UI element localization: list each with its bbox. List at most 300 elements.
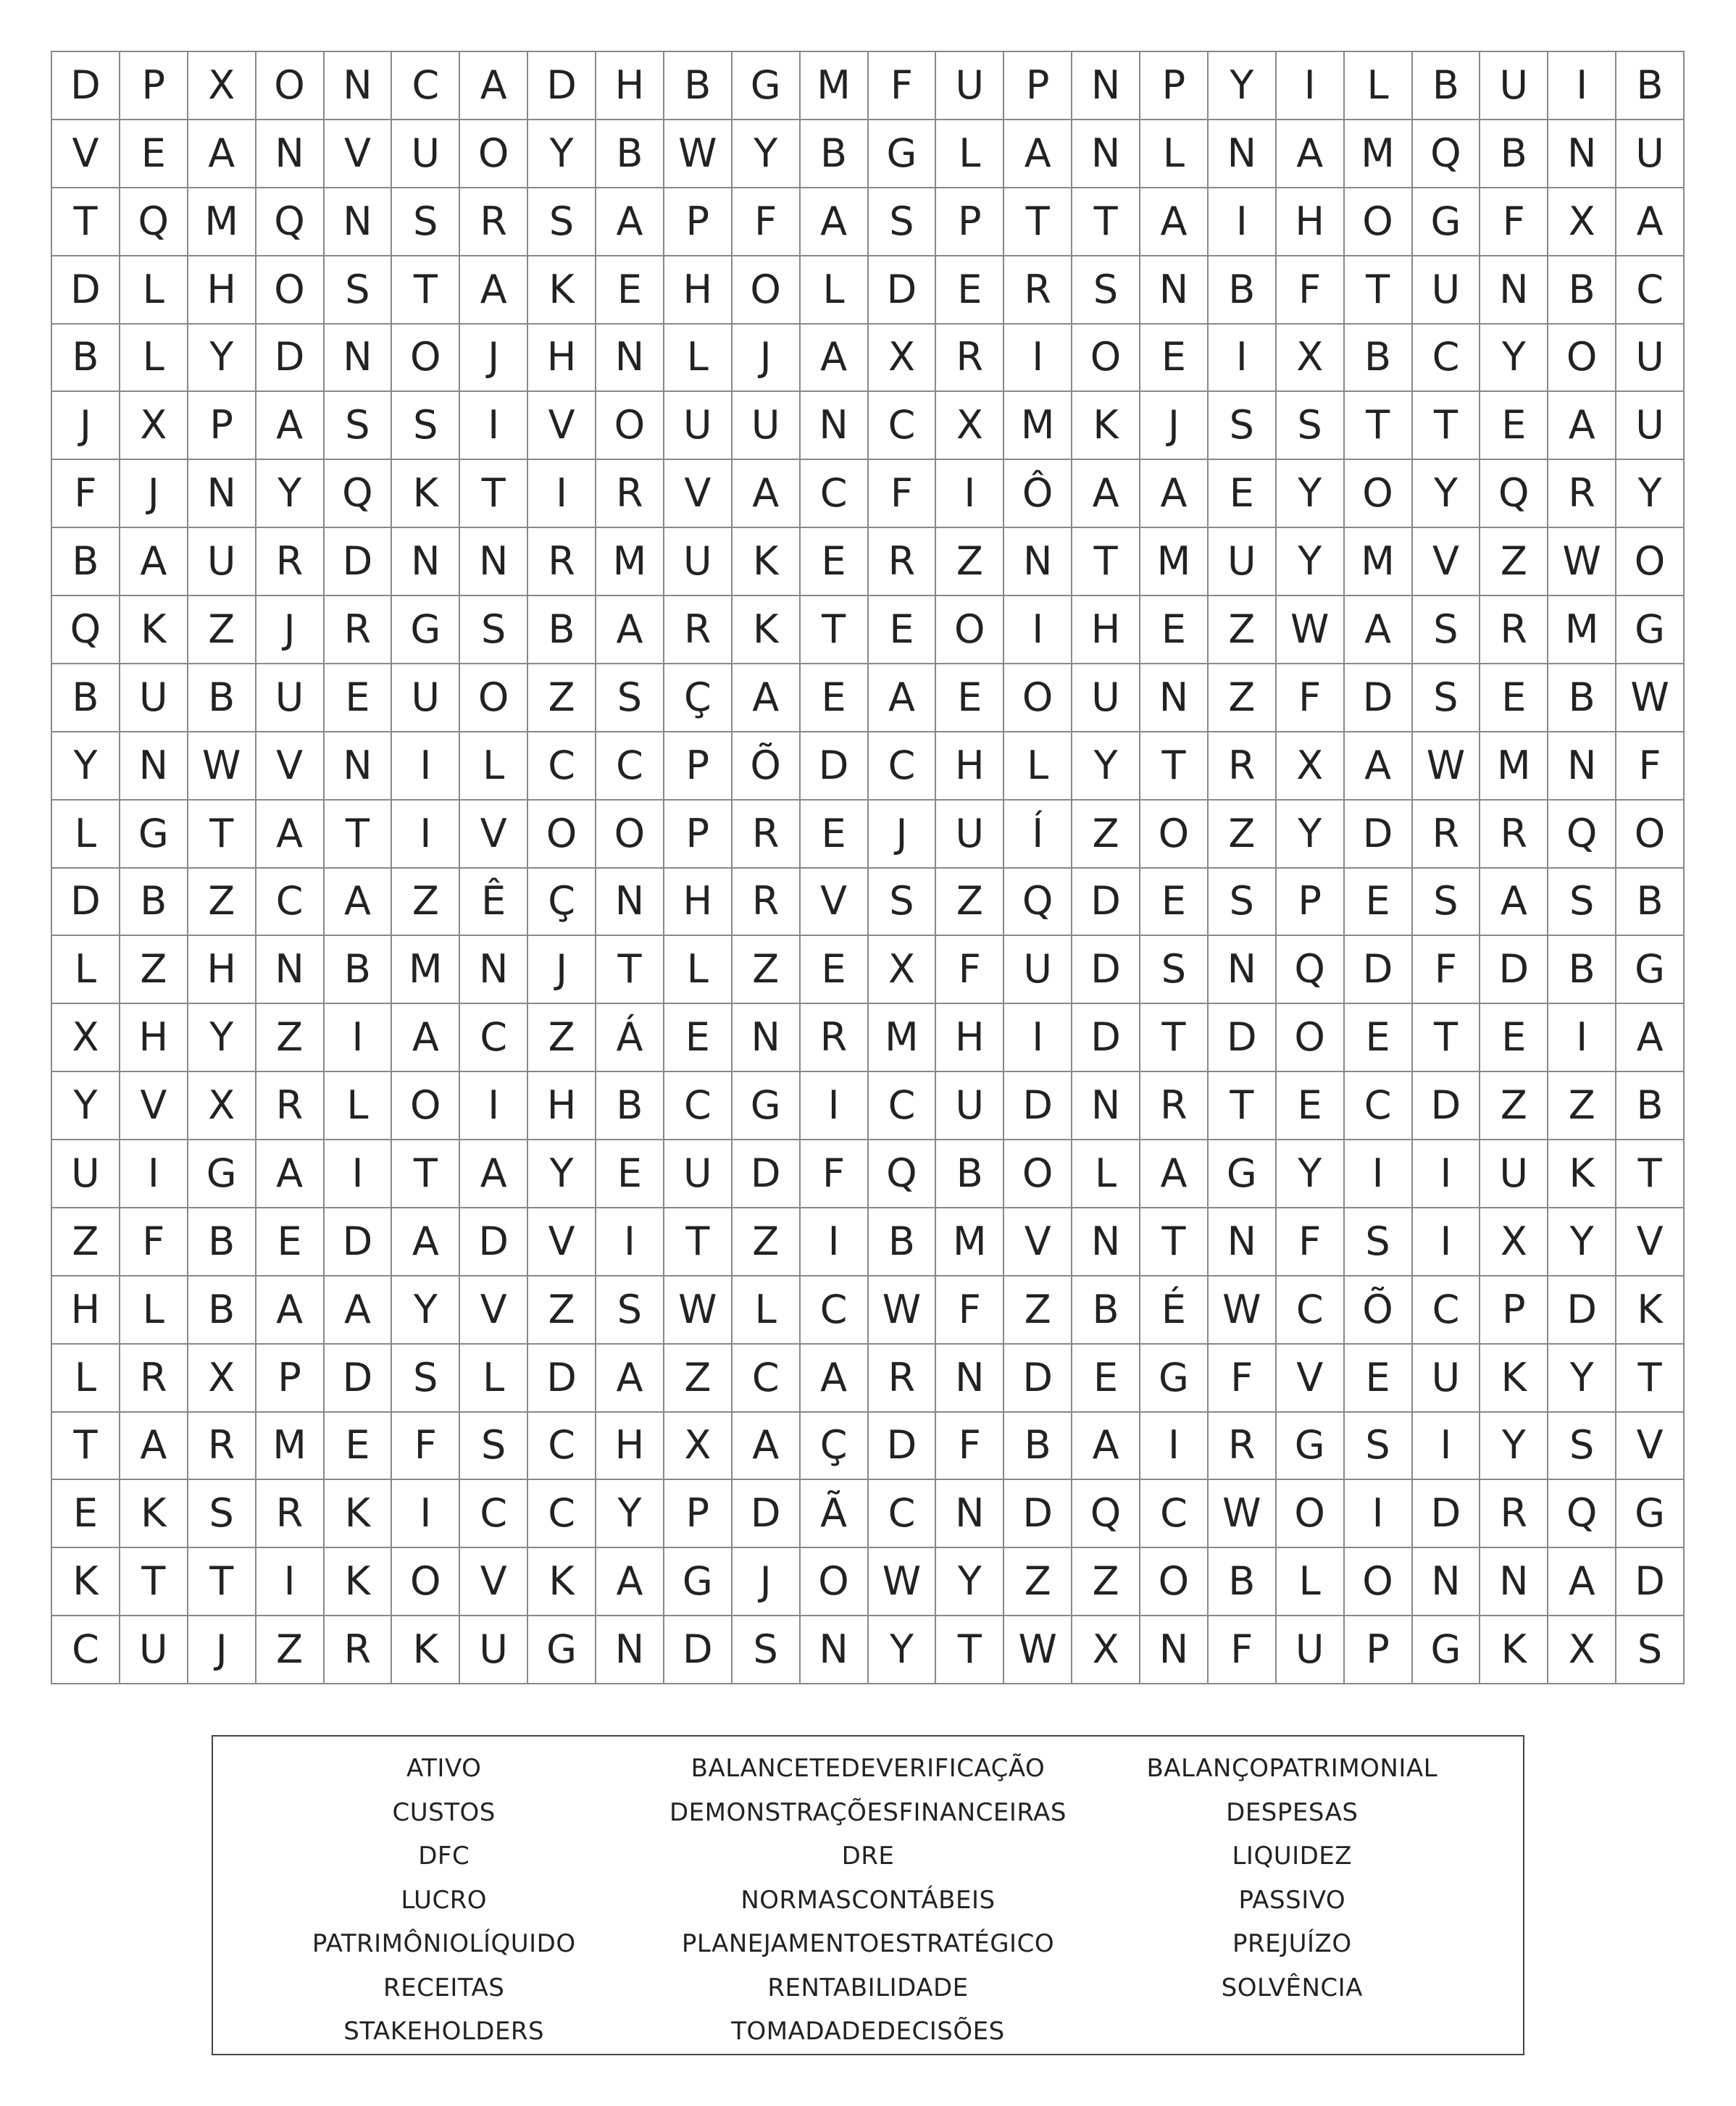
grid-cell[interactable]: V [1413, 528, 1481, 596]
grid-cell[interactable]: U [52, 1140, 120, 1208]
grid-cell[interactable]: Õ [733, 732, 801, 801]
grid-cell[interactable]: B [1209, 256, 1277, 325]
grid-cell[interactable]: O [733, 256, 801, 325]
grid-cell[interactable]: B [188, 1276, 256, 1345]
grid-cell[interactable]: K [528, 256, 596, 325]
grid-cell[interactable]: K [392, 1616, 460, 1684]
grid-cell[interactable]: E [1072, 1345, 1140, 1413]
grid-cell[interactable]: T [1616, 1140, 1685, 1208]
grid-cell[interactable]: O [392, 1072, 460, 1140]
grid-cell[interactable]: C [1413, 1276, 1481, 1345]
grid-cell[interactable]: Z [120, 936, 188, 1004]
grid-cell[interactable]: N [596, 1616, 664, 1684]
grid-cell[interactable]: M [1004, 392, 1072, 460]
grid-cell[interactable]: N [1548, 732, 1616, 801]
grid-cell[interactable]: D [528, 52, 596, 120]
grid-cell[interactable]: H [664, 869, 733, 937]
grid-cell[interactable]: S [460, 1413, 528, 1481]
grid-cell[interactable]: O [1140, 1548, 1209, 1616]
grid-cell[interactable]: T [1072, 528, 1140, 596]
grid-cell[interactable]: A [1345, 732, 1413, 801]
grid-cell[interactable]: B [52, 528, 120, 596]
grid-cell[interactable]: L [120, 1276, 188, 1345]
grid-cell[interactable]: L [52, 801, 120, 869]
grid-cell[interactable]: I [1140, 1413, 1209, 1481]
grid-cell[interactable]: L [325, 1072, 393, 1140]
grid-cell[interactable]: W [869, 1276, 937, 1345]
grid-cell[interactable]: N [1480, 256, 1548, 325]
grid-cell[interactable]: S [869, 869, 937, 937]
grid-cell[interactable]: L [1140, 120, 1209, 188]
grid-cell[interactable]: V [528, 1208, 596, 1276]
grid-cell[interactable]: A [392, 1004, 460, 1072]
grid-cell[interactable]: J [52, 392, 120, 460]
grid-cell[interactable]: O [1548, 325, 1616, 393]
grid-cell[interactable]: P [188, 392, 256, 460]
grid-cell[interactable]: Y [1277, 801, 1345, 869]
grid-cell[interactable]: N [1140, 256, 1209, 325]
grid-cell[interactable]: O [1345, 1548, 1413, 1616]
grid-cell[interactable]: U [256, 664, 325, 732]
grid-cell[interactable]: L [52, 1345, 120, 1413]
grid-cell[interactable]: I [1345, 1140, 1413, 1208]
grid-cell[interactable]: S [1277, 392, 1345, 460]
grid-cell[interactable]: U [664, 1140, 733, 1208]
grid-cell[interactable]: T [1140, 1004, 1209, 1072]
grid-cell[interactable]: C [528, 1480, 596, 1548]
grid-cell[interactable]: Á [596, 1004, 664, 1072]
grid-cell[interactable]: B [52, 664, 120, 732]
grid-cell[interactable]: U [188, 528, 256, 596]
grid-cell[interactable]: Z [664, 1345, 733, 1413]
grid-cell[interactable]: K [1548, 1140, 1616, 1208]
grid-cell[interactable]: I [1209, 325, 1277, 393]
grid-cell[interactable]: Q [1480, 460, 1548, 528]
grid-cell[interactable]: E [801, 528, 869, 596]
grid-cell[interactable]: N [1072, 1072, 1140, 1140]
grid-cell[interactable]: V [460, 1276, 528, 1345]
grid-cell[interactable]: R [120, 1345, 188, 1413]
grid-cell[interactable]: Y [1616, 460, 1685, 528]
grid-cell[interactable]: A [1616, 1004, 1685, 1072]
grid-cell[interactable]: Z [188, 596, 256, 664]
grid-cell[interactable]: G [1413, 1616, 1481, 1684]
grid-cell[interactable]: P [1345, 1616, 1413, 1684]
grid-cell[interactable]: L [664, 936, 733, 1004]
grid-cell[interactable]: V [120, 1072, 188, 1140]
grid-cell[interactable]: X [1548, 188, 1616, 256]
grid-cell[interactable]: A [256, 1276, 325, 1345]
grid-cell[interactable]: A [596, 596, 664, 664]
grid-cell[interactable]: B [869, 1208, 937, 1276]
grid-cell[interactable]: O [460, 120, 528, 188]
grid-cell[interactable]: I [392, 1480, 460, 1548]
grid-cell[interactable]: B [1209, 1548, 1277, 1616]
grid-cell[interactable]: G [1616, 596, 1685, 664]
grid-cell[interactable]: K [528, 1548, 596, 1616]
grid-cell[interactable]: J [120, 460, 188, 528]
grid-cell[interactable]: R [1413, 801, 1481, 869]
grid-cell[interactable]: Õ [1345, 1276, 1413, 1345]
grid-cell[interactable]: I [1004, 325, 1072, 393]
grid-cell[interactable]: G [1616, 1480, 1685, 1548]
grid-cell[interactable]: F [52, 460, 120, 528]
grid-cell[interactable]: U [936, 1072, 1004, 1140]
grid-cell[interactable]: Y [188, 1004, 256, 1072]
grid-cell[interactable]: S [1209, 869, 1277, 937]
grid-cell[interactable]: X [120, 392, 188, 460]
grid-cell[interactable]: O [1345, 188, 1413, 256]
grid-cell[interactable]: C [256, 869, 325, 937]
grid-cell[interactable]: N [1209, 1208, 1277, 1276]
grid-cell[interactable]: X [188, 1345, 256, 1413]
grid-cell[interactable]: Ç [528, 869, 596, 937]
grid-cell[interactable]: F [1209, 1345, 1277, 1413]
grid-cell[interactable]: F [869, 52, 937, 120]
grid-cell[interactable]: N [1209, 936, 1277, 1004]
grid-cell[interactable]: Q [120, 188, 188, 256]
grid-cell[interactable]: W [869, 1548, 937, 1616]
grid-cell[interactable]: A [256, 1140, 325, 1208]
grid-cell[interactable]: G [188, 1140, 256, 1208]
grid-cell[interactable]: I [1413, 1208, 1481, 1276]
grid-cell[interactable]: O [528, 801, 596, 869]
grid-cell[interactable]: S [1548, 869, 1616, 937]
grid-cell[interactable]: F [1277, 256, 1345, 325]
grid-cell[interactable]: O [392, 325, 460, 393]
grid-cell[interactable]: P [256, 1345, 325, 1413]
grid-cell[interactable]: D [325, 1208, 393, 1276]
grid-cell[interactable]: U [936, 801, 1004, 869]
grid-cell[interactable]: Y [869, 1616, 937, 1684]
grid-cell[interactable]: K [1072, 392, 1140, 460]
grid-cell[interactable]: R [256, 1072, 325, 1140]
grid-cell[interactable]: B [596, 120, 664, 188]
grid-cell[interactable]: Y [256, 460, 325, 528]
grid-cell[interactable]: K [325, 1548, 393, 1616]
grid-cell[interactable]: O [256, 256, 325, 325]
grid-cell[interactable]: Ç [664, 664, 733, 732]
grid-cell[interactable]: Z [1480, 1072, 1548, 1140]
grid-cell[interactable]: V [1004, 1208, 1072, 1276]
grid-cell[interactable]: T [596, 936, 664, 1004]
grid-cell[interactable]: A [596, 1345, 664, 1413]
grid-cell[interactable]: E [256, 1208, 325, 1276]
grid-cell[interactable]: U [120, 1616, 188, 1684]
grid-cell[interactable]: Q [869, 1140, 937, 1208]
grid-cell[interactable]: F [392, 1413, 460, 1481]
grid-cell[interactable]: G [120, 801, 188, 869]
grid-cell[interactable]: W [1209, 1480, 1277, 1548]
grid-cell[interactable]: I [1345, 1480, 1413, 1548]
grid-cell[interactable]: H [1072, 596, 1140, 664]
grid-cell[interactable]: L [1345, 52, 1413, 120]
grid-cell[interactable]: K [733, 596, 801, 664]
grid-cell[interactable]: D [52, 256, 120, 325]
grid-cell[interactable]: D [1004, 1072, 1072, 1140]
grid-cell[interactable]: Z [936, 528, 1004, 596]
grid-cell[interactable]: E [1140, 596, 1209, 664]
grid-cell[interactable]: P [1480, 1276, 1548, 1345]
grid-cell[interactable]: R [325, 596, 393, 664]
grid-cell[interactable]: D [460, 1208, 528, 1276]
grid-cell[interactable]: Ô [1004, 460, 1072, 528]
grid-cell[interactable]: M [869, 1004, 937, 1072]
grid-cell[interactable]: E [596, 1140, 664, 1208]
grid-cell[interactable]: W [1616, 664, 1685, 732]
grid-cell[interactable]: I [256, 1548, 325, 1616]
grid-cell[interactable]: E [120, 120, 188, 188]
grid-cell[interactable]: X [869, 936, 937, 1004]
grid-cell[interactable]: B [1616, 52, 1685, 120]
grid-cell[interactable]: T [1616, 1345, 1685, 1413]
grid-cell[interactable]: L [120, 325, 188, 393]
grid-cell[interactable]: Z [528, 1276, 596, 1345]
grid-cell[interactable]: V [1277, 1345, 1345, 1413]
grid-cell[interactable]: F [936, 1413, 1004, 1481]
grid-cell[interactable]: S [392, 188, 460, 256]
grid-cell[interactable]: Ê [460, 869, 528, 937]
grid-cell[interactable]: C [392, 52, 460, 120]
grid-cell[interactable]: H [1277, 188, 1345, 256]
grid-cell[interactable]: O [1072, 325, 1140, 393]
grid-cell[interactable]: V [664, 460, 733, 528]
grid-cell[interactable]: C [733, 1345, 801, 1413]
grid-cell[interactable]: A [869, 664, 937, 732]
grid-cell[interactable]: N [1548, 120, 1616, 188]
grid-cell[interactable]: Z [733, 1208, 801, 1276]
grid-cell[interactable]: R [528, 528, 596, 596]
grid-cell[interactable]: L [936, 120, 1004, 188]
grid-cell[interactable]: N [325, 52, 393, 120]
grid-cell[interactable]: C [869, 1480, 937, 1548]
grid-cell[interactable]: O [936, 596, 1004, 664]
grid-cell[interactable]: Q [325, 460, 393, 528]
grid-cell[interactable]: Y [1548, 1208, 1616, 1276]
grid-cell[interactable]: T [1413, 1004, 1481, 1072]
grid-cell[interactable]: V [1616, 1413, 1685, 1481]
grid-cell[interactable]: H [52, 1276, 120, 1345]
grid-cell[interactable]: E [1140, 869, 1209, 937]
grid-cell[interactable]: F [1277, 1208, 1345, 1276]
grid-cell[interactable]: B [325, 936, 393, 1004]
grid-cell[interactable]: K [1480, 1616, 1548, 1684]
grid-cell[interactable]: H [596, 52, 664, 120]
grid-cell[interactable]: W [188, 732, 256, 801]
grid-cell[interactable]: E [801, 664, 869, 732]
grid-cell[interactable]: Ç [801, 1413, 869, 1481]
grid-cell[interactable]: F [733, 188, 801, 256]
grid-cell[interactable]: D [325, 1345, 393, 1413]
grid-cell[interactable]: I [1004, 596, 1072, 664]
grid-cell[interactable]: I [596, 1208, 664, 1276]
grid-cell[interactable]: P [664, 1480, 733, 1548]
grid-cell[interactable]: A [1277, 120, 1345, 188]
grid-cell[interactable]: O [1616, 801, 1685, 869]
grid-cell[interactable]: C [1413, 325, 1481, 393]
grid-cell[interactable]: B [1616, 1072, 1685, 1140]
grid-cell[interactable]: Z [936, 869, 1004, 937]
grid-cell[interactable]: P [1277, 869, 1345, 937]
grid-cell[interactable]: Q [256, 188, 325, 256]
grid-cell[interactable]: K [120, 1480, 188, 1548]
grid-cell[interactable]: M [596, 528, 664, 596]
grid-cell[interactable]: L [460, 1345, 528, 1413]
grid-cell[interactable]: D [1480, 936, 1548, 1004]
grid-cell[interactable]: N [256, 936, 325, 1004]
grid-cell[interactable]: N [1140, 1616, 1209, 1684]
grid-cell[interactable]: Q [1072, 1480, 1140, 1548]
grid-cell[interactable]: G [1616, 936, 1685, 1004]
grid-cell[interactable]: B [188, 1208, 256, 1276]
grid-cell[interactable]: S [1140, 936, 1209, 1004]
grid-cell[interactable]: Y [596, 1480, 664, 1548]
grid-cell[interactable]: U [664, 392, 733, 460]
grid-cell[interactable]: B [664, 52, 733, 120]
grid-cell[interactable]: M [1345, 528, 1413, 596]
grid-cell[interactable]: O [256, 52, 325, 120]
grid-cell[interactable]: E [596, 256, 664, 325]
grid-cell[interactable]: Z [52, 1208, 120, 1276]
grid-cell[interactable]: C [1140, 1480, 1209, 1548]
grid-cell[interactable]: R [1548, 460, 1616, 528]
grid-cell[interactable]: U [936, 52, 1004, 120]
grid-cell[interactable]: J [1140, 392, 1209, 460]
grid-cell[interactable]: H [528, 325, 596, 393]
grid-cell[interactable]: A [733, 664, 801, 732]
grid-cell[interactable]: D [733, 1140, 801, 1208]
grid-cell[interactable]: M [801, 52, 869, 120]
grid-cell[interactable]: S [596, 664, 664, 732]
grid-cell[interactable]: A [256, 392, 325, 460]
grid-cell[interactable]: Y [52, 1072, 120, 1140]
grid-cell[interactable]: R [733, 869, 801, 937]
grid-cell[interactable]: N [733, 1004, 801, 1072]
grid-cell[interactable]: F [936, 936, 1004, 1004]
grid-cell[interactable]: I [801, 1072, 869, 1140]
grid-cell[interactable]: A [733, 460, 801, 528]
grid-cell[interactable]: A [460, 1140, 528, 1208]
grid-cell[interactable]: A [801, 1345, 869, 1413]
grid-cell[interactable]: Z [1072, 801, 1140, 869]
grid-cell[interactable]: S [1413, 869, 1481, 937]
grid-cell[interactable]: X [1277, 325, 1345, 393]
grid-cell[interactable]: Z [188, 869, 256, 937]
grid-cell[interactable]: K [392, 460, 460, 528]
grid-cell[interactable]: V [460, 1548, 528, 1616]
grid-cell[interactable]: B [1616, 869, 1685, 937]
grid-cell[interactable]: D [869, 1413, 937, 1481]
grid-cell[interactable]: T [52, 188, 120, 256]
grid-cell[interactable]: J [188, 1616, 256, 1684]
grid-cell[interactable]: J [733, 325, 801, 393]
grid-cell[interactable]: N [1004, 528, 1072, 596]
grid-cell[interactable]: T [1209, 1072, 1277, 1140]
grid-cell[interactable]: L [664, 325, 733, 393]
grid-cell[interactable]: R [1004, 256, 1072, 325]
grid-cell[interactable]: U [664, 528, 733, 596]
grid-cell[interactable]: Z [1480, 528, 1548, 596]
grid-cell[interactable]: Q [1548, 1480, 1616, 1548]
grid-cell[interactable]: M [936, 1208, 1004, 1276]
grid-cell[interactable]: Q [1277, 936, 1345, 1004]
grid-cell[interactable]: T [1072, 188, 1140, 256]
grid-cell[interactable]: D [52, 52, 120, 120]
grid-cell[interactable]: R [664, 596, 733, 664]
grid-cell[interactable]: I [1277, 52, 1345, 120]
grid-cell[interactable]: K [733, 528, 801, 596]
grid-cell[interactable]: G [664, 1548, 733, 1616]
grid-cell[interactable]: D [1072, 869, 1140, 937]
grid-cell[interactable]: C [664, 1072, 733, 1140]
grid-cell[interactable]: I [1004, 1004, 1072, 1072]
grid-cell[interactable]: E [1140, 325, 1209, 393]
grid-cell[interactable]: S [188, 1480, 256, 1548]
grid-cell[interactable]: O [596, 801, 664, 869]
grid-cell[interactable]: T [188, 1548, 256, 1616]
grid-cell[interactable]: N [801, 1616, 869, 1684]
grid-cell[interactable]: A [1616, 188, 1685, 256]
grid-cell[interactable]: T [325, 801, 393, 869]
grid-cell[interactable]: N [325, 732, 393, 801]
grid-cell[interactable]: F [120, 1208, 188, 1276]
grid-cell[interactable]: C [52, 1616, 120, 1684]
grid-cell[interactable]: T [188, 801, 256, 869]
grid-cell[interactable]: F [1277, 664, 1345, 732]
grid-cell[interactable]: Z [392, 869, 460, 937]
grid-cell[interactable]: S [325, 256, 393, 325]
grid-cell[interactable]: R [596, 460, 664, 528]
grid-cell[interactable]: R [733, 801, 801, 869]
grid-cell[interactable]: A [1140, 1140, 1209, 1208]
grid-cell[interactable]: F [1616, 732, 1685, 801]
grid-cell[interactable]: G [869, 120, 937, 188]
grid-cell[interactable]: A [733, 1413, 801, 1481]
grid-cell[interactable]: E [1480, 392, 1548, 460]
grid-cell[interactable]: Y [733, 120, 801, 188]
grid-cell[interactable]: U [733, 392, 801, 460]
grid-cell[interactable]: N [936, 1480, 1004, 1548]
grid-cell[interactable]: C [1616, 256, 1685, 325]
grid-cell[interactable]: L [1072, 1140, 1140, 1208]
grid-cell[interactable]: R [1209, 732, 1277, 801]
grid-cell[interactable]: O [1345, 460, 1413, 528]
grid-cell[interactable]: J [460, 325, 528, 393]
grid-cell[interactable]: O [1004, 664, 1072, 732]
grid-cell[interactable]: Í [1004, 801, 1072, 869]
grid-cell[interactable]: K [1480, 1345, 1548, 1413]
grid-cell[interactable]: R [1480, 596, 1548, 664]
grid-cell[interactable]: I [392, 732, 460, 801]
grid-cell[interactable]: U [1413, 256, 1481, 325]
grid-cell[interactable]: H [936, 732, 1004, 801]
grid-cell[interactable]: N [460, 936, 528, 1004]
grid-cell[interactable]: D [52, 869, 120, 937]
grid-cell[interactable]: F [1480, 188, 1548, 256]
grid-cell[interactable]: C [869, 1072, 937, 1140]
grid-cell[interactable]: L [460, 732, 528, 801]
grid-cell[interactable]: B [596, 1072, 664, 1140]
grid-cell[interactable]: X [1548, 1616, 1616, 1684]
grid-cell[interactable]: X [869, 325, 937, 393]
grid-cell[interactable]: X [1277, 732, 1345, 801]
grid-cell[interactable]: X [1072, 1616, 1140, 1684]
grid-cell[interactable]: U [1004, 936, 1072, 1004]
grid-cell[interactable]: I [1209, 188, 1277, 256]
grid-cell[interactable]: R [869, 1345, 937, 1413]
grid-cell[interactable]: E [936, 256, 1004, 325]
grid-cell[interactable]: R [1140, 1072, 1209, 1140]
